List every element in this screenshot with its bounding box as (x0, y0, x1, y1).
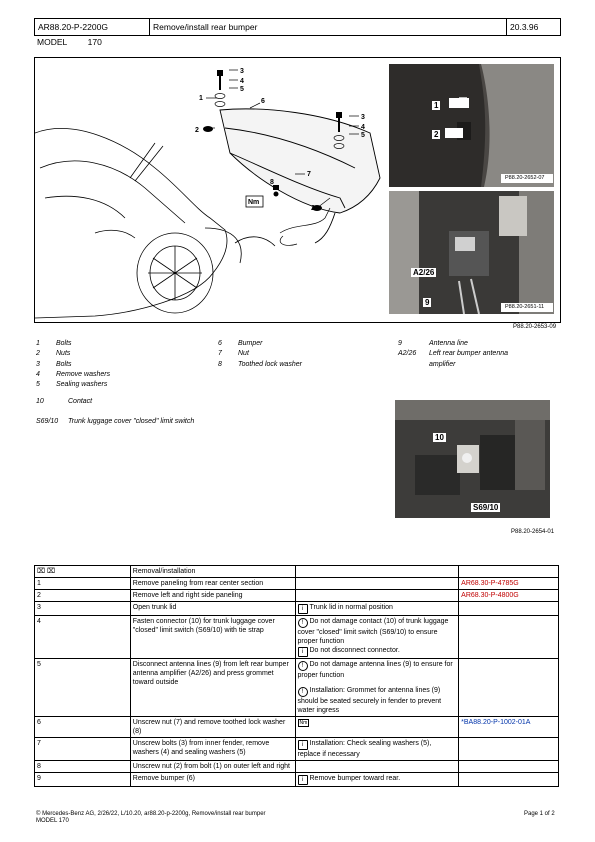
caution-icon: ! (298, 687, 308, 697)
photo-fender-bolts (389, 64, 554, 187)
callout-2-right: 2 (311, 205, 315, 212)
info-icon: i (298, 604, 308, 614)
legend-contact: 10 Contact (36, 398, 93, 405)
legend-column-1 (36, 339, 206, 390)
photo2-callout-9: 9 (425, 298, 430, 307)
photo1-callout-2: 2 (434, 130, 439, 139)
callout-1: 1 (199, 95, 203, 102)
legend-item: 2 Nuts (36, 350, 71, 358)
callout-3-top: 3 (240, 68, 244, 75)
legend-item: 9 Antenna line (398, 340, 468, 347)
photo-limit-switch (395, 400, 550, 518)
callout-8: 8 (270, 179, 274, 186)
legend-switch: S69/10 Trunk luggage cover "closed" limit switch (36, 418, 195, 425)
photo3-callout-s69-10: S69/10 (473, 503, 499, 512)
callout-6: 6 (261, 98, 265, 105)
info-icon: i (298, 647, 308, 657)
model-line (37, 37, 120, 47)
legend-item: 7 Nut (218, 350, 249, 358)
table-header-row (35, 566, 559, 578)
ref-link[interactable]: *BA88.20-P-1002-01A (459, 717, 559, 738)
legend-item: 1 Bolts (36, 340, 72, 347)
table-row: 2 Remove left and right side paneling AR68.30-P-4800G (35, 590, 559, 602)
table-row: 9 Remove bumper (6) i Remove bumper toward rear. (35, 773, 559, 787)
photo3-callout-10: 10 (435, 433, 444, 442)
table-header-label: Removal/installation (130, 566, 295, 578)
ref-link[interactable]: AR68.30-P-4800G (459, 590, 559, 602)
figure-bumper-overview (34, 57, 561, 323)
steps-table (34, 565, 559, 787)
callout-5-top: 5 (240, 86, 244, 93)
doc-date: 20.3.96 (510, 22, 539, 32)
legend-item: 6 Bumper (218, 340, 263, 347)
table-row: 6 Unscrew nut (7) and remove toothed lock washer (8) Nm *BA88.20-P-1002-01A (35, 717, 559, 738)
doc-number: AR88.20-P-2200G (35, 19, 150, 35)
figure1-code: P88.20-2653-09 (513, 324, 557, 330)
photo1-code: P88.20-2652-07 (505, 175, 545, 181)
legend-item: 4 Remove washers (36, 370, 111, 378)
photo1-callout-1: 1 (434, 101, 439, 110)
footer-left: © Mercedes-Benz AG, 2/26/22, L/10.20, ar88.20-p-2200g, Remove/install rear bumper MODEL 170 (36, 811, 266, 824)
table-row: 1 Remove paneling from rear center section AR68.30-P-4785G (35, 578, 559, 590)
info-icon: i (298, 740, 308, 750)
photo-fender-bolts-image (389, 64, 554, 187)
table-row: 5 Disconnect antenna lines (9) from left rear bumper antenna amplifier (A2/26) and press grommet toward outside ! Do not damage antenna lines (9) to ensure for proper function ! Installation: Grommet for antenna lines (9) should be seated securely in fender to prevent water ingress (35, 659, 559, 717)
legend-column-2 (218, 339, 388, 370)
photo2-code: P88.20-2651-11 (505, 304, 545, 310)
photo-limit-switch-image (395, 400, 550, 518)
table-row: 3 Open trunk lid i Trunk lid in normal position (35, 602, 559, 616)
callout-7: 7 (307, 171, 311, 178)
legend-item: 5 Sealing washers (36, 381, 108, 389)
doc-title: Remove/install rear bumper (150, 19, 507, 35)
document-header (34, 18, 561, 36)
photo-antenna-amplifier (389, 191, 554, 314)
callout-3-right: 3 (361, 114, 365, 121)
model-label: MODEL (37, 37, 68, 47)
torque-icon: Nm (299, 720, 308, 726)
torque-symbol-label: Nm (248, 199, 260, 206)
photo2-callout-a2-26: A2/26 (413, 268, 435, 277)
caution-icon: ! (298, 618, 308, 628)
callout-5-right: 5 (361, 132, 365, 139)
table-header-icons: ⌧ ⌧ (35, 566, 131, 578)
table-row: 8 Unscrew nut (2) from bolt (1) on outer left and right (35, 761, 559, 773)
model-value: 170 (87, 37, 102, 47)
callout-4-top: 4 (240, 78, 244, 85)
legend-item: A2/26 Left rear bumper antenna amplifier (398, 350, 508, 368)
legend-column-3 (398, 339, 558, 370)
info-icon: i (298, 775, 308, 785)
table-row: 7 Unscrew bolts (3) from inner fender, remove washers (4) and sealing washers (5) i Installation: Check sealing washers (5), replace if necessary (35, 738, 559, 761)
ref-link[interactable]: AR68.30-P-4785G (459, 578, 559, 590)
figure2-code: P88.20-2654-01 (511, 529, 555, 535)
table-row: 4 Fasten connector (10) for trunk luggage cover "closed" limit switch (S69/10) with tie strap ! Do not damage contact (10) of trunk luggage cover "closed" limit switch (S69/10) to ensure proper function i Do not disconnect connector. (35, 616, 559, 659)
legend-item: 3 Bolts (36, 360, 72, 368)
callout-2-left: 2 (195, 127, 199, 134)
photo-antenna-amplifier-image (389, 191, 554, 314)
legend-item: 8 Toothed lock washer (218, 360, 302, 368)
caution-icon: ! (298, 661, 308, 671)
footer-page: Page 1 of 2 (524, 811, 555, 817)
callout-4-right: 4 (361, 124, 365, 131)
